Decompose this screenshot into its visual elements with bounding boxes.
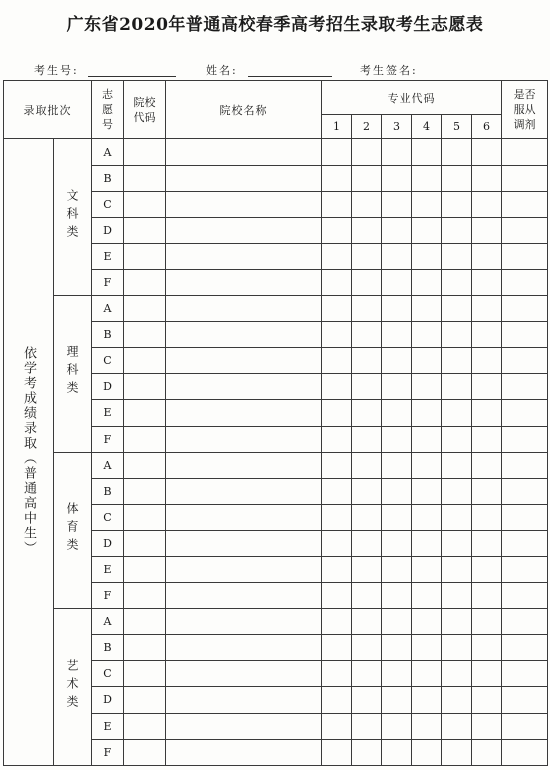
school-name-cell[interactable] xyxy=(166,269,322,295)
major-code-cell[interactable] xyxy=(382,322,412,348)
major-code-cell[interactable] xyxy=(442,478,472,504)
school-name-cell[interactable] xyxy=(166,583,322,609)
adjust-cell[interactable] xyxy=(502,661,548,687)
major-code-cell[interactable] xyxy=(472,348,502,374)
choice-letter: A xyxy=(92,452,124,478)
major-code-cell[interactable] xyxy=(442,530,472,556)
major-code-cell[interactable] xyxy=(412,374,442,400)
major-code-cell[interactable] xyxy=(442,661,472,687)
major-code-cell[interactable] xyxy=(472,191,502,217)
major-code-cell[interactable] xyxy=(472,322,502,348)
school-name-cell[interactable] xyxy=(166,530,322,556)
school-code-cell[interactable] xyxy=(124,348,166,374)
category-cell xyxy=(54,139,92,296)
major-code-cell[interactable] xyxy=(412,478,442,504)
adjust-cell[interactable] xyxy=(502,452,548,478)
school-name-cell[interactable] xyxy=(166,426,322,452)
adjust-cell[interactable] xyxy=(502,243,548,269)
choice-letter: F xyxy=(92,269,124,295)
major-code-cell[interactable] xyxy=(442,452,472,478)
major-code-cell[interactable] xyxy=(472,452,502,478)
major-code-number-5: 5 xyxy=(442,115,472,139)
batch-group-cell xyxy=(4,139,54,766)
school-code-cell[interactable] xyxy=(124,269,166,295)
school-code-header-text: 院校代码 xyxy=(133,95,156,124)
major-code-cell[interactable] xyxy=(352,504,382,530)
school-code-cell[interactable] xyxy=(124,504,166,530)
choice-letter: C xyxy=(92,348,124,374)
major-code-cell[interactable] xyxy=(442,217,472,243)
major-code-cell[interactable] xyxy=(322,452,352,478)
table-row xyxy=(4,452,548,478)
major-code-cell[interactable] xyxy=(382,583,412,609)
major-code-cell[interactable] xyxy=(442,556,472,582)
major-code-cell[interactable] xyxy=(472,583,502,609)
major-code-cell[interactable] xyxy=(442,426,472,452)
major-code-cell[interactable] xyxy=(412,609,442,635)
choice-letter: E xyxy=(92,243,124,269)
major-code-cell[interactable] xyxy=(382,478,412,504)
table-row xyxy=(4,296,548,322)
major-code-cell[interactable] xyxy=(442,348,472,374)
major-code-cell[interactable] xyxy=(382,348,412,374)
major-code-cell[interactable] xyxy=(412,243,442,269)
major-code-cell[interactable] xyxy=(442,687,472,713)
major-code-cell[interactable] xyxy=(382,426,412,452)
major-code-cell[interactable] xyxy=(472,739,502,765)
category-cell xyxy=(54,609,92,766)
major-code-cell[interactable] xyxy=(442,713,472,739)
school-name-cell[interactable] xyxy=(166,348,322,374)
signature-label: 考生签名: xyxy=(360,64,418,77)
major-code-cell[interactable] xyxy=(442,139,472,165)
adjust-cell[interactable] xyxy=(502,530,548,556)
major-code-cell[interactable] xyxy=(412,635,442,661)
major-code-cell[interactable] xyxy=(352,374,382,400)
adjust-cell[interactable] xyxy=(502,583,548,609)
major-code-cell[interactable] xyxy=(352,243,382,269)
school-code-cell[interactable] xyxy=(124,296,166,322)
major-code-cell[interactable] xyxy=(412,269,442,295)
major-code-cell[interactable] xyxy=(442,635,472,661)
choice-letter: C xyxy=(92,191,124,217)
choice-letter: E xyxy=(92,400,124,426)
major-code-cell[interactable] xyxy=(352,165,382,191)
major-code-cell[interactable] xyxy=(472,556,502,582)
major-code-cell[interactable] xyxy=(382,139,412,165)
major-code-number-4: 4 xyxy=(412,115,442,139)
name-label: 姓名: xyxy=(206,64,238,77)
major-code-cell[interactable] xyxy=(472,713,502,739)
choice-letter: B xyxy=(92,478,124,504)
major-code-cell[interactable] xyxy=(442,296,472,322)
adjust-cell[interactable] xyxy=(502,426,548,452)
adjust-cell[interactable] xyxy=(502,478,548,504)
adjust-cell[interactable] xyxy=(502,165,548,191)
major-code-cell[interactable] xyxy=(352,661,382,687)
choice-letter: D xyxy=(92,217,124,243)
school-code-cell[interactable] xyxy=(124,400,166,426)
major-code-cell[interactable] xyxy=(382,635,412,661)
major-code-cell[interactable] xyxy=(442,609,472,635)
choice-letter: F xyxy=(92,426,124,452)
major-code-cell[interactable] xyxy=(412,191,442,217)
major-code-cell[interactable] xyxy=(472,296,502,322)
major-code-cell[interactable] xyxy=(322,530,352,556)
major-code-cell[interactable] xyxy=(322,635,352,661)
choice-header xyxy=(92,81,124,139)
school-name-cell[interactable] xyxy=(166,296,322,322)
exam-number-field[interactable] xyxy=(88,76,176,77)
major-code-cell[interactable] xyxy=(382,713,412,739)
major-code-cell[interactable] xyxy=(352,426,382,452)
category-label: 文科类 xyxy=(65,188,79,243)
major-code-cell[interactable] xyxy=(352,713,382,739)
major-code-cell[interactable] xyxy=(412,583,442,609)
adjust-cell[interactable] xyxy=(502,400,548,426)
adjust-cell[interactable] xyxy=(502,269,548,295)
adjust-cell[interactable] xyxy=(502,139,548,165)
major-code-cell[interactable] xyxy=(352,269,382,295)
major-code-cell[interactable] xyxy=(322,217,352,243)
adjust-cell[interactable] xyxy=(502,687,548,713)
name-field[interactable] xyxy=(248,76,332,77)
school-code-cell[interactable] xyxy=(124,191,166,217)
school-name-cell[interactable] xyxy=(166,191,322,217)
major-code-cell[interactable] xyxy=(412,687,442,713)
school-name-cell[interactable] xyxy=(166,556,322,582)
choice-letter: F xyxy=(92,739,124,765)
major-code-cell[interactable] xyxy=(442,165,472,191)
choice-letter: C xyxy=(92,661,124,687)
school-code-cell[interactable] xyxy=(124,635,166,661)
major-code-cell[interactable] xyxy=(352,609,382,635)
major-code-cell[interactable] xyxy=(322,739,352,765)
school-code-cell[interactable] xyxy=(124,478,166,504)
school-code-cell[interactable] xyxy=(124,713,166,739)
major-code-cell[interactable] xyxy=(472,165,502,191)
adjust-cell[interactable] xyxy=(502,609,548,635)
adjust-cell[interactable] xyxy=(502,504,548,530)
adjust-cell[interactable] xyxy=(502,374,548,400)
category-label: 体育类 xyxy=(65,501,79,556)
major-code-cell[interactable] xyxy=(352,556,382,582)
school-name-cell[interactable] xyxy=(166,661,322,687)
choice-letter: C xyxy=(92,504,124,530)
school-name-cell[interactable] xyxy=(166,139,322,165)
school-code-cell[interactable] xyxy=(124,739,166,765)
major-code-cell[interactable] xyxy=(322,478,352,504)
school-name-cell[interactable] xyxy=(166,243,322,269)
major-code-cell[interactable] xyxy=(472,400,502,426)
major-code-cell[interactable] xyxy=(382,374,412,400)
major-code-cell[interactable] xyxy=(442,504,472,530)
adjust-cell[interactable] xyxy=(502,191,548,217)
major-code-cell[interactable] xyxy=(322,504,352,530)
major-code-cell[interactable] xyxy=(352,583,382,609)
major-code-cell[interactable] xyxy=(412,739,442,765)
school-code-cell[interactable] xyxy=(124,609,166,635)
major-code-cell[interactable] xyxy=(412,165,442,191)
major-code-cell[interactable] xyxy=(322,322,352,348)
major-code-cell[interactable] xyxy=(412,452,442,478)
major-code-cell[interactable] xyxy=(382,609,412,635)
major-code-cell[interactable] xyxy=(352,348,382,374)
choice-header-text: 志愿号 xyxy=(102,88,113,132)
major-code-cell[interactable] xyxy=(442,243,472,269)
choice-letter: B xyxy=(92,322,124,348)
batch-header: 录取批次 xyxy=(4,81,92,139)
major-code-cell[interactable] xyxy=(382,687,412,713)
major-code-cell[interactable] xyxy=(442,583,472,609)
table-row xyxy=(4,609,548,635)
major-code-cell[interactable] xyxy=(322,374,352,400)
school-code-cell[interactable] xyxy=(124,165,166,191)
major-code-cell[interactable] xyxy=(472,661,502,687)
category-label: 艺术类 xyxy=(65,658,79,713)
major-code-cell[interactable] xyxy=(322,661,352,687)
major-code-cell[interactable] xyxy=(382,217,412,243)
school-name-cell[interactable] xyxy=(166,374,322,400)
major-code-cell[interactable] xyxy=(352,452,382,478)
major-code-cell[interactable] xyxy=(352,687,382,713)
school-code-cell[interactable] xyxy=(124,687,166,713)
major-code-cell[interactable] xyxy=(352,739,382,765)
major-code-header: 专业代码 xyxy=(322,81,502,115)
major-code-cell[interactable] xyxy=(352,139,382,165)
school-code-header xyxy=(124,81,166,139)
major-code-cell[interactable] xyxy=(322,583,352,609)
category-label: 理科类 xyxy=(65,345,79,400)
major-code-cell[interactable] xyxy=(382,661,412,687)
adjust-cell[interactable] xyxy=(502,556,548,582)
major-code-cell[interactable] xyxy=(472,504,502,530)
major-code-cell[interactable] xyxy=(472,243,502,269)
major-code-cell[interactable] xyxy=(412,661,442,687)
school-name-cell[interactable] xyxy=(166,609,322,635)
school-code-cell[interactable] xyxy=(124,139,166,165)
major-code-cell[interactable] xyxy=(352,217,382,243)
school-code-cell[interactable] xyxy=(124,452,166,478)
major-code-cell[interactable] xyxy=(412,322,442,348)
major-code-cell[interactable] xyxy=(382,739,412,765)
major-code-cell[interactable] xyxy=(472,426,502,452)
major-code-cell[interactable] xyxy=(322,713,352,739)
major-code-cell[interactable] xyxy=(472,139,502,165)
major-code-cell[interactable] xyxy=(382,269,412,295)
category-cell xyxy=(54,452,92,609)
major-code-cell[interactable] xyxy=(382,165,412,191)
page-title: 广东省2020年普通高校春季高考招生录取考生志愿表 xyxy=(66,15,484,35)
school-name-cell[interactable] xyxy=(166,504,322,530)
school-name-cell[interactable] xyxy=(166,165,322,191)
major-code-cell[interactable] xyxy=(352,191,382,217)
school-code-cell[interactable] xyxy=(124,426,166,452)
major-code-number-3: 3 xyxy=(382,115,412,139)
adjust-header xyxy=(502,81,548,139)
adjust-cell[interactable] xyxy=(502,713,548,739)
major-code-cell[interactable] xyxy=(472,217,502,243)
major-code-number-2: 2 xyxy=(352,115,382,139)
major-code-cell[interactable] xyxy=(352,400,382,426)
school-name-cell[interactable] xyxy=(166,217,322,243)
school-code-cell[interactable] xyxy=(124,322,166,348)
major-code-cell[interactable] xyxy=(382,556,412,582)
major-code-cell[interactable] xyxy=(472,374,502,400)
major-code-cell[interactable] xyxy=(412,139,442,165)
major-code-cell[interactable] xyxy=(382,400,412,426)
school-code-cell[interactable] xyxy=(124,374,166,400)
major-code-cell[interactable] xyxy=(322,426,352,452)
school-code-cell[interactable] xyxy=(124,661,166,687)
school-name-cell[interactable] xyxy=(166,739,322,765)
major-code-cell[interactable] xyxy=(322,687,352,713)
choice-letter: E xyxy=(92,713,124,739)
school-code-cell[interactable] xyxy=(124,530,166,556)
school-name-cell[interactable] xyxy=(166,687,322,713)
major-code-cell[interactable] xyxy=(322,348,352,374)
major-code-cell[interactable] xyxy=(322,609,352,635)
adjust-cell[interactable] xyxy=(502,217,548,243)
major-code-cell[interactable] xyxy=(472,478,502,504)
major-code-cell[interactable] xyxy=(472,269,502,295)
major-code-cell[interactable] xyxy=(472,635,502,661)
major-code-cell[interactable] xyxy=(322,296,352,322)
school-name-cell[interactable] xyxy=(166,478,322,504)
major-code-cell[interactable] xyxy=(382,191,412,217)
major-code-cell[interactable] xyxy=(382,530,412,556)
major-code-cell[interactable] xyxy=(442,322,472,348)
major-code-cell[interactable] xyxy=(322,556,352,582)
major-code-cell[interactable] xyxy=(382,504,412,530)
school-name-cell[interactable] xyxy=(166,452,322,478)
major-code-cell[interactable] xyxy=(472,687,502,713)
major-code-cell[interactable] xyxy=(382,296,412,322)
major-code-cell[interactable] xyxy=(322,400,352,426)
choice-letter: D xyxy=(92,374,124,400)
major-code-cell[interactable] xyxy=(322,243,352,269)
choice-letter: D xyxy=(92,687,124,713)
choice-letter: A xyxy=(92,296,124,322)
major-code-cell[interactable] xyxy=(352,296,382,322)
major-code-cell[interactable] xyxy=(472,609,502,635)
school-name-cell[interactable] xyxy=(166,400,322,426)
major-code-cell[interactable] xyxy=(352,530,382,556)
major-code-cell[interactable] xyxy=(412,504,442,530)
choice-letter: B xyxy=(92,165,124,191)
school-code-cell[interactable] xyxy=(124,243,166,269)
major-code-cell[interactable] xyxy=(412,400,442,426)
major-code-cell[interactable] xyxy=(382,243,412,269)
adjust-header-text: 是否服从调剂 xyxy=(513,88,536,132)
major-code-cell[interactable] xyxy=(322,191,352,217)
major-code-cell[interactable] xyxy=(412,556,442,582)
school-code-cell[interactable] xyxy=(124,556,166,582)
major-code-cell[interactable] xyxy=(442,269,472,295)
major-code-cell[interactable] xyxy=(322,269,352,295)
table-row xyxy=(4,139,548,165)
major-code-cell[interactable] xyxy=(322,139,352,165)
major-code-cell[interactable] xyxy=(352,478,382,504)
major-code-cell[interactable] xyxy=(352,322,382,348)
major-code-number-6: 6 xyxy=(472,115,502,139)
choice-letter: B xyxy=(92,635,124,661)
major-code-cell[interactable] xyxy=(442,191,472,217)
major-code-cell[interactable] xyxy=(412,348,442,374)
major-code-cell[interactable] xyxy=(412,217,442,243)
major-code-cell[interactable] xyxy=(442,400,472,426)
major-code-cell[interactable] xyxy=(322,165,352,191)
school-code-cell[interactable] xyxy=(124,583,166,609)
school-code-cell[interactable] xyxy=(124,217,166,243)
major-code-cell[interactable] xyxy=(412,530,442,556)
school-name-cell[interactable] xyxy=(166,713,322,739)
application-table xyxy=(3,80,548,766)
major-code-cell[interactable] xyxy=(412,713,442,739)
major-code-cell[interactable] xyxy=(352,635,382,661)
school-name-cell[interactable] xyxy=(166,322,322,348)
major-code-cell[interactable] xyxy=(412,426,442,452)
major-code-cell[interactable] xyxy=(442,739,472,765)
category-cell xyxy=(54,296,92,453)
school-name-header: 院校名称 xyxy=(166,81,322,139)
candidate-info-row xyxy=(0,62,550,82)
batch-group-label: 依学考成绩录取（普通高中生） xyxy=(21,345,36,556)
choice-letter: A xyxy=(92,139,124,165)
adjust-cell[interactable] xyxy=(502,348,548,374)
major-code-cell[interactable] xyxy=(472,530,502,556)
major-code-cell[interactable] xyxy=(412,296,442,322)
adjust-cell[interactable] xyxy=(502,322,548,348)
choice-letter: F xyxy=(92,583,124,609)
adjust-cell[interactable] xyxy=(502,739,548,765)
major-code-cell[interactable] xyxy=(442,374,472,400)
adjust-cell[interactable] xyxy=(502,635,548,661)
adjust-cell[interactable] xyxy=(502,296,548,322)
choice-letter: D xyxy=(92,530,124,556)
exam-number-label: 考生号: xyxy=(34,64,79,77)
major-code-number-1: 1 xyxy=(322,115,352,139)
school-name-cell[interactable] xyxy=(166,635,322,661)
choice-letter: E xyxy=(92,556,124,582)
major-code-cell[interactable] xyxy=(382,452,412,478)
choice-letter: A xyxy=(92,609,124,635)
